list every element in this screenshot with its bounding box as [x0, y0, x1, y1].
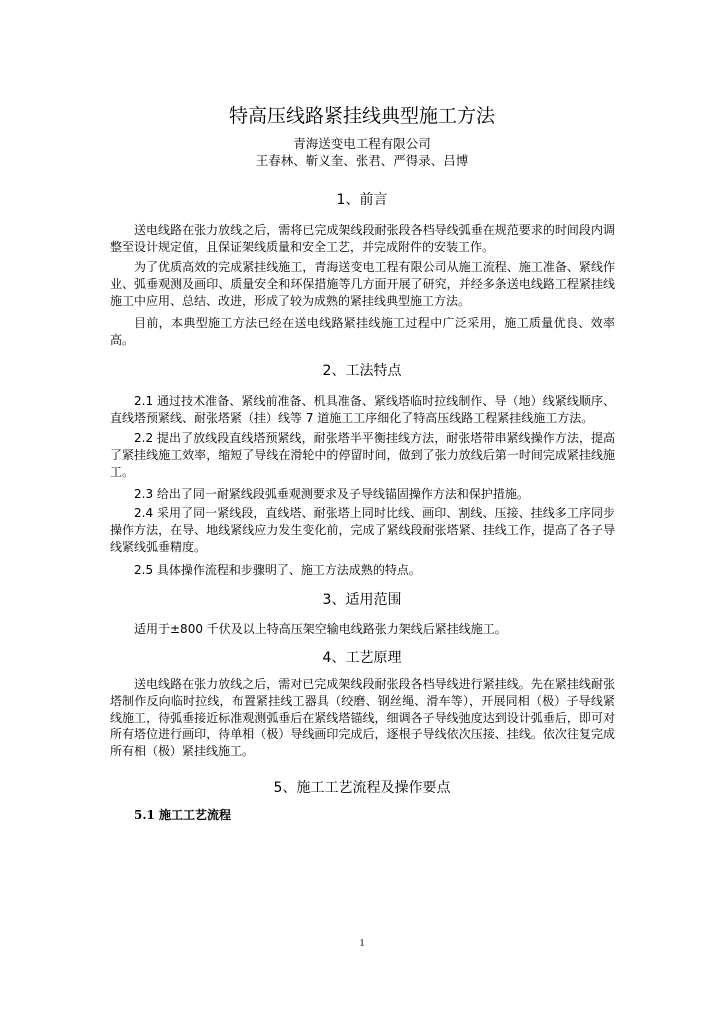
- section-heading: 1、前言: [336, 192, 388, 208]
- paragraph: 2.4 采用了同一紧线段，直线塔、耐张塔上同时比线、画印、割线、压接、挂线多工序同步操作方法，在导、地线紧线应力发生变化前，完成了紧线段耐张塔紧、挂线工作，提高了各子导线紧线弧垂精度。: [110, 506, 615, 554]
- paragraph: 目前，本典型施工方法已经在送电线路紧挂线施工过程中广泛采用，施工质量优良、效率高。: [110, 316, 615, 347]
- section-heading: 3、适用范围: [322, 592, 402, 608]
- subsection-heading: 5.1 施工工艺流程: [134, 808, 232, 822]
- paragraph: 送电线路在张力放线之后，需对已完成架线段耐张段各档导线进行紧挂线。先在紧挂线耐张塔制作反向临时拉线，布置紧挂线工器具（绞磨、钢丝绳、滑车等），开展同相（极）子导线紧线施工，待弧垂接近标准观测弧垂后在紧线塔锚线，细调各子导线弛度达到设计弧垂后，即可对所有塔位进行画印，待单相（极）导线画印完成后，逐根子导线依次压接、挂线。依次往复完成所有相（极）紧挂线施工。: [110, 677, 615, 759]
- paragraph: 2.3 给出了同一耐紧线段弧垂观测要求及子导线锚固操作方法和保护措施。: [134, 487, 529, 501]
- paragraph: 2.5 具体操作流程和步骤明了、施工方法成熟的特点。: [134, 563, 421, 577]
- paragraph: 为了优质高效的完成紧挂线施工，青海送变电工程有限公司从施工流程、施工准备、紧线作业、弧垂观测及画印、质量安全和环保措施等几方面开展了研究，并经多条送电线路工程紧挂线施工中应用、总结、改进，形成了较为成熟的紧挂线典型施工方法。: [110, 260, 615, 308]
- section-heading: 4、工艺原理: [322, 650, 402, 666]
- section-heading: 5、施工工艺流程及操作要点: [273, 780, 451, 796]
- paragraph: 送电线路在张力放线之后，需将已完成架线段耐张段各档导线弧垂在规范要求的时间段内调整至设计规定值，且保证架线质量和安全工艺，并完成附件的安装工作。: [110, 223, 615, 254]
- section-heading: 2、工法特点: [322, 363, 402, 379]
- paragraph: 2.1 通过技术准备、紧线前准备、机具准备、紧线塔临时拉线制作、导（地）线紧线顺序、直线塔预紧线、耐张塔紧（挂）线等 7 道施工工序细化了特高压线路工程紧挂线施工方法。: [110, 394, 615, 425]
- authors: 王春林、靳义奎、张君、严得录、吕博: [255, 153, 469, 168]
- page-number: 1: [359, 938, 365, 949]
- paragraph: 2.2 提出了放线段直线塔预紧线，耐张塔半平衡挂线方法，耐张塔带串紧线操作方法，提高了紧挂线施工效率，缩短了导线在滑轮中的停留时间，做到了张力放线后第一时间完成紧挂线施工。: [110, 431, 615, 479]
- paragraph: 适用于±800 千伏及以上特高压架空输电线路张力架线后紧挂线施工。: [134, 622, 507, 636]
- document-title: 特高压线路紧挂线典型施工方法: [228, 105, 495, 127]
- organization: 青海送变电工程有限公司: [293, 136, 431, 151]
